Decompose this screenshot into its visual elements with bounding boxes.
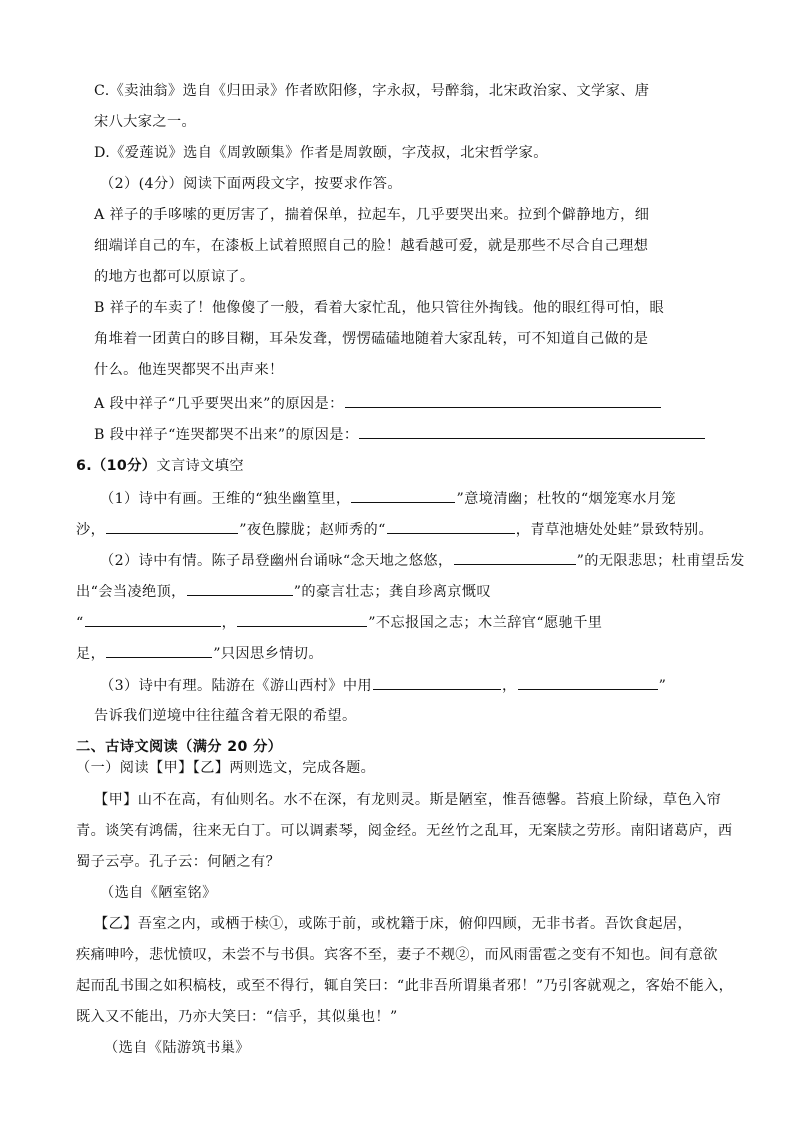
q6-heading [76,456,244,476]
blank-wangwei[interactable] [351,488,455,503]
blank-dufu[interactable] [187,581,293,596]
q6-p2-text-d: ”的豪言壮志；龚自珍离京慨叹 [293,584,492,600]
q6-p1-text-c: 沙， [76,522,106,538]
q6-p1-text-b: ”意境清幽；杜牧的“烟笼寒水月笼 [456,491,677,507]
question-a [94,393,662,414]
q6-p2-text-c: 出“会当凌绝顶， [76,584,186,600]
q6-p2-text-g: ”不忘报国之志；木兰辞官“愿驰千里 [368,615,603,631]
q5-part2-instruction: （2）(4分）阅读下面两段文字，按要求作答。 [100,176,402,192]
passage-b-line2: 角堆着一团黄白的眵目糊，耳朵发聋，愣愣磕磕地随着大家乱转，可不知道自己做的是 [94,331,649,347]
q6-p2-text-h: 足， [76,646,106,662]
jia-line3: 蜀子云亭。孔子云：何陋之有？ [76,854,281,870]
question-b-text: B 段中祥子“连哭都哭不出来”的原因是： [94,427,359,443]
jia-line1: 【甲】山不在高，有仙则名。水不在深，有龙则灵。斯是陋室，惟吾德馨。苔痕上阶绿，草色入帘 [94,792,722,808]
passage-a-line1: A 祥子的手哆嗦的更厉害了，揣着保单，拉起车，几乎要哭出来。拉到个僻静地方，细 [94,207,650,223]
q6-number: 6.（10分） [76,458,157,474]
passage-b-line1: B 祥子的车卖了！他像傻了一般，看着大家忙乱，他只管往外掏钱。他的眼红得可怕，眼 [94,300,665,316]
q6-p2-text-f: ， [221,615,237,631]
blank-zhaoshixiu[interactable] [387,519,515,534]
option-c-line1: C.《卖油翁》选自《归田录》作者欧阳修，字永叔，号醉翁，北宋政治家、文学家、唐 [94,83,650,99]
q6-p3-text-b: ， [502,678,517,694]
q6-title: 文言诗文填空 [156,458,244,474]
q6-p2-text-b: ”的无限悲思；杜甫望岳发 [576,553,745,569]
answer-blank-b[interactable] [359,424,705,439]
q6-p2-line2 [76,581,491,602]
yi-line3: 起而乱书围之如积槁枝，或至不得行，辄自笑曰：“此非吾所谓巢者邪！”乃引客就观之，客始不能入， [76,978,734,994]
q6-p2-text-e: “ [76,615,84,631]
q6-p1-line2 [76,519,713,540]
q6-p2-line4 [76,643,323,664]
blank-dumu[interactable] [106,519,238,534]
q6-p3-text-c: ” [658,678,667,694]
q6-p1-text-e: ，青草池塘处处蛙”景致特别。 [515,522,714,538]
jia-source: （选自《陋室铭》 [100,885,217,901]
yi-line2: 疾痛呻吟，悲忧愤叹，未尝不与书俱。宾客不至，妻子不觌②，而风雨雷雹之变有不知也。间有意欲 [76,947,718,963]
blank-gongzizhen-1[interactable] [85,612,221,627]
blank-luyou-2[interactable] [518,675,658,690]
option-d-line: D.《爱莲说》选自《周敦颐集》作者是周敦颐，字茂叔，北宋哲学家。 [94,145,548,161]
option-c-line2: 宋八大家之一。 [94,114,197,130]
question-b [94,424,706,445]
yi-line1: 【乙】吾室之内，或栖于椟①，或陈于前，或枕籍于床，俯仰四顾，无非书者。吾饮食起居， [94,916,693,932]
q6-p3-text-a: （3）诗中有理。陆游在《游山西村》中用 [100,678,373,694]
section2-intro: （一）阅读【甲】【乙】两则选文，完成各题。 [76,760,376,776]
q6-p3-line2: 告诉我们逆境中往往蕴含着无限的希望。 [94,708,357,724]
blank-gongzizhen-2[interactable] [237,612,367,627]
section2-heading: 二、古诗文阅读（满分 20 分） [76,739,283,755]
passage-a-line2: 细端详自己的车，在漆板上试着照照自己的脸！越看越可爱，就是那些不尽合自己理想 [94,238,649,254]
passage-b-line3: 什么。他连哭都哭不出声来！ [94,362,284,378]
jia-line2: 青。谈笑有鸿儒，往来无白丁。可以调素琴，阅金经。无丝竹之乱耳，无案牍之劳形。南阳诸葛庐，西 [76,823,733,839]
yi-line4: 既入又不能出，乃亦大笑曰：“信乎，其似巢也！” [76,1009,398,1025]
q6-p2-text-a: （2）诗中有情。陈子昂登幽州台诵咏“念天地之悠悠， [100,553,453,569]
q6-p2-text-i: ”只因思乡情切。 [213,646,323,662]
q6-p1-line1 [100,488,676,509]
question-a-text: A 段中祥子“几乎要哭出来”的原因是： [94,396,344,412]
q6-p3-line1 [100,675,666,696]
blank-luyou-1[interactable] [373,675,501,690]
blank-chenziang[interactable] [454,550,576,565]
answer-blank-a[interactable] [345,393,661,408]
q6-p2-line3 [76,612,602,633]
q6-p1-text-d: ”夜色朦胧；赵师秀的“ [239,522,386,538]
blank-mulan[interactable] [106,643,212,658]
q6-p1-text-a: （1）诗中有画。王维的“独坐幽篁里， [100,491,351,507]
yi-source: （选自《陆游筑书巢》 [104,1040,250,1056]
q6-p2-line1 [100,550,745,571]
passage-a-line3: 的地方也都可以原谅了。 [94,269,255,285]
